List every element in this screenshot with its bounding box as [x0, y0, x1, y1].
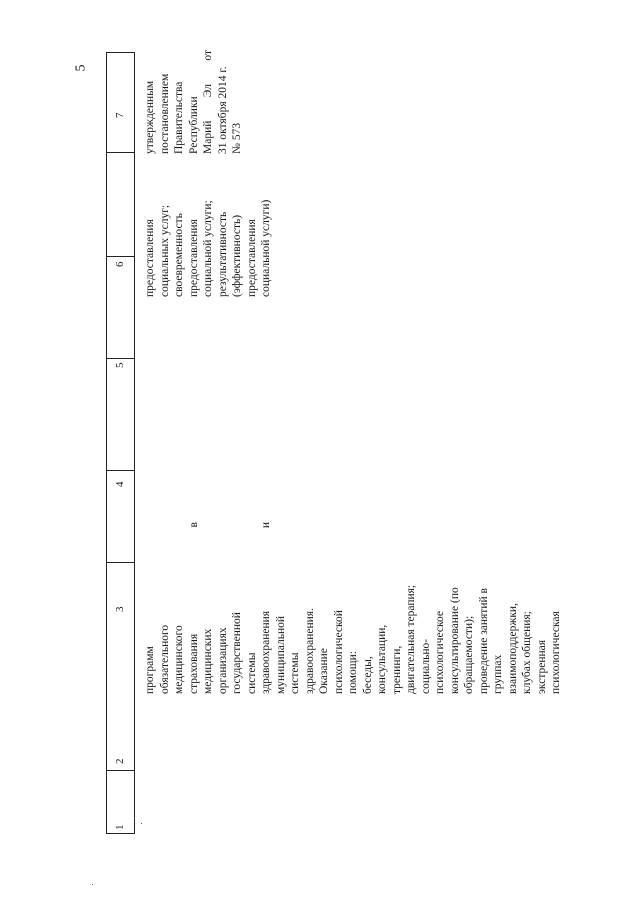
- text-line: муниципальной: [274, 615, 287, 694]
- text-line: [259, 522, 274, 694]
- text-fragment: Марий: [202, 120, 214, 154]
- text-fragment: от: [202, 50, 214, 61]
- header-number-7: 7: [114, 112, 126, 118]
- text-line: социальных услуг;: [158, 204, 171, 297]
- header-number-2: 2: [114, 758, 126, 764]
- text-line: утвержденным: [144, 80, 156, 154]
- text-fragment: и: [260, 522, 272, 529]
- text-line: предоставления: [144, 219, 156, 297]
- column-7-text: [143, 50, 245, 154]
- text-line: предоставления: [187, 219, 200, 297]
- text-fragment: Эл: [202, 84, 214, 98]
- text-line: [201, 50, 216, 154]
- column-6-text: [143, 165, 274, 297]
- text-line: результативность: [216, 211, 229, 297]
- text-line: системы: [245, 652, 258, 694]
- text-line: Правительства: [173, 81, 185, 154]
- text-line: обязательного: [158, 624, 171, 694]
- scan-speck: [134, 818, 135, 819]
- column-divider: [106, 256, 134, 257]
- text-line: беседы,: [361, 656, 374, 694]
- text-line: обращаемости);: [463, 615, 475, 694]
- text-line: своевременность: [173, 213, 185, 297]
- table-top-border: [106, 52, 107, 834]
- rotated-table: [106, 52, 640, 834]
- text-line: социальной услуги): [260, 199, 272, 297]
- text-line: 31 октября 2014 г.: [216, 66, 229, 154]
- text-line: помощи:: [347, 651, 359, 694]
- text-line: консультирование (по: [448, 587, 461, 694]
- text-line: предоставления: [245, 219, 258, 297]
- scan-speck: [92, 884, 93, 885]
- text-fragment: в: [187, 522, 200, 528]
- text-line: клубах общения;: [521, 611, 533, 694]
- text-line: психологической: [332, 610, 345, 694]
- header-number-1: 1: [114, 824, 126, 830]
- text-line: организациях: [216, 627, 229, 694]
- scan-speck: [141, 823, 142, 824]
- column-divider: [106, 470, 134, 471]
- text-line: психологическое: [434, 611, 446, 694]
- text-line: № 573: [231, 122, 243, 154]
- header-row-bottom-border: [134, 52, 135, 834]
- column-divider: [106, 770, 134, 771]
- text-line: медицинского: [173, 625, 185, 694]
- header-number-3: 3: [114, 606, 126, 612]
- header-number-4: 4: [114, 481, 126, 487]
- column-divider: [106, 833, 134, 834]
- text-line: консультации,: [376, 624, 388, 694]
- text-line: тренинги,: [390, 645, 403, 694]
- text-line: постановлением: [158, 73, 171, 154]
- text-line: двигательная терапия;: [405, 584, 417, 694]
- text-line: социально-: [419, 638, 432, 694]
- text-line: [187, 522, 202, 694]
- text-line: социальной услуги;: [202, 200, 214, 297]
- column-divider: [106, 52, 134, 53]
- text-line: медицинских: [202, 628, 214, 694]
- text-line: психологическая: [550, 611, 562, 694]
- text-line: здравоохранения.: [303, 608, 316, 694]
- text-fragment: страхования: [187, 633, 200, 694]
- header-number-6: 6: [114, 261, 126, 267]
- text-fragment: здравоохранения: [260, 610, 272, 694]
- text-line: Оказание: [318, 648, 330, 694]
- text-line: взаимоподдержки,: [506, 603, 519, 694]
- text-line: проведение занятий в: [477, 588, 490, 694]
- page-number: 5: [73, 64, 89, 72]
- text-line: экстренная: [535, 639, 548, 694]
- header-number-5: 5: [114, 362, 126, 368]
- text-line: государственной: [231, 612, 243, 694]
- text-line: группах: [492, 654, 504, 694]
- column-divider: [106, 562, 134, 563]
- text-line: программ: [144, 646, 156, 694]
- column-divider: [106, 152, 134, 153]
- column-divider: [106, 358, 134, 359]
- text-line: системы: [289, 652, 301, 694]
- column-3-text: [143, 522, 564, 694]
- text-line: Республики: [187, 96, 200, 154]
- text-line: (эффективность): [231, 214, 243, 297]
